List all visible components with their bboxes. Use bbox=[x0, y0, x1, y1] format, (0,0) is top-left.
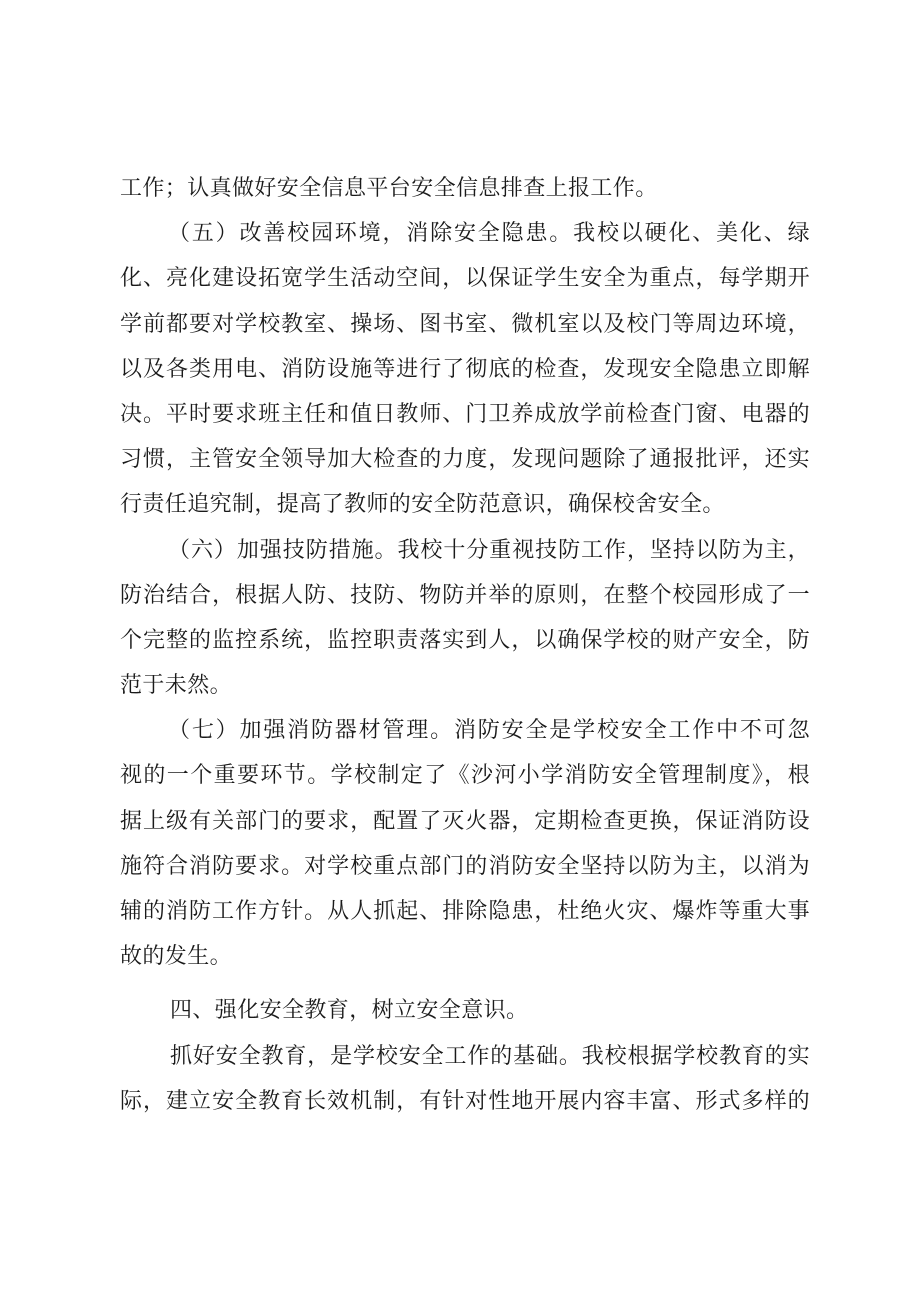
paragraph-line: 行责任追究制，提高了教师的安全防范意识，确保校舍安全。 bbox=[120, 492, 725, 518]
paragraph-line: （五）改善校园环境，消除安全隐患。我校以硬化、美化、绿 bbox=[168, 221, 810, 247]
paragraph-line: 视的一个重要环节。学校制定了《沙河小学消防安全管理制度》，根 bbox=[120, 763, 810, 789]
paragraph-line: （七）加强消防器材管理。消防安全是学校安全工作中不可忽 bbox=[168, 718, 810, 744]
paragraph-line: 化、亮化建设拓宽学生活动空间，以保证学生安全为重点，每学期开 bbox=[120, 266, 810, 292]
paragraph-line: 施符合消防要求。对学校重点部门的消防安全坚持以防为主，以消为 bbox=[120, 853, 810, 879]
paragraph-line: 辅的消防工作方针。从人抓起、排除隐患，杜绝火灾、爆炸等重大事 bbox=[120, 899, 810, 924]
paragraph-line: 故的发生。 bbox=[120, 944, 233, 970]
paragraph-line: 习惯，主管安全领导加大检查的力度，发现问题除了通报批评，还实 bbox=[120, 447, 810, 473]
section-heading: 四、强化安全教育，树立安全意识。 bbox=[170, 998, 529, 1024]
paragraph-line: 际，建立安全教育长效机制，有针对性地开展内容丰富、形式多样的 bbox=[120, 1088, 810, 1114]
paragraph-line: 据上级有关部门的要求，配置了灭火器，定期检查更换，保证消防设 bbox=[120, 808, 810, 834]
paragraph-line: 决。平时要求班主任和值日教师、门卫养成放学前检查门窗、电器的 bbox=[120, 401, 810, 427]
paragraph-line: 以及各类用电、消防设施等进行了彻底的检查，发现安全隐患立即解 bbox=[120, 356, 810, 382]
paragraph-line: 工作；认真做好安全信息平台安全信息排查上报工作。 bbox=[120, 176, 658, 201]
paragraph-line: 范于未然。 bbox=[120, 673, 233, 699]
paragraph-line: 学前都要对学校教室、操场、图书室、微机室以及校门等周边环境， bbox=[120, 311, 810, 337]
paragraph-line: 抓好安全教育，是学校安全工作的基础。我校根据学校教育的实 bbox=[170, 1043, 810, 1069]
document-body bbox=[120, 166, 810, 1124]
paragraph-line: 防治结合，根据人防、技防、物防并举的原则，在整个校园形成了一 bbox=[120, 582, 810, 608]
paragraph-line: （六）加强技防措施。我校十分重视技防工作，坚持以防为主， bbox=[168, 537, 810, 563]
paragraph-line: 个完整的监控系统，监控职责落实到人，以确保学校的财产安全，防 bbox=[120, 627, 810, 653]
